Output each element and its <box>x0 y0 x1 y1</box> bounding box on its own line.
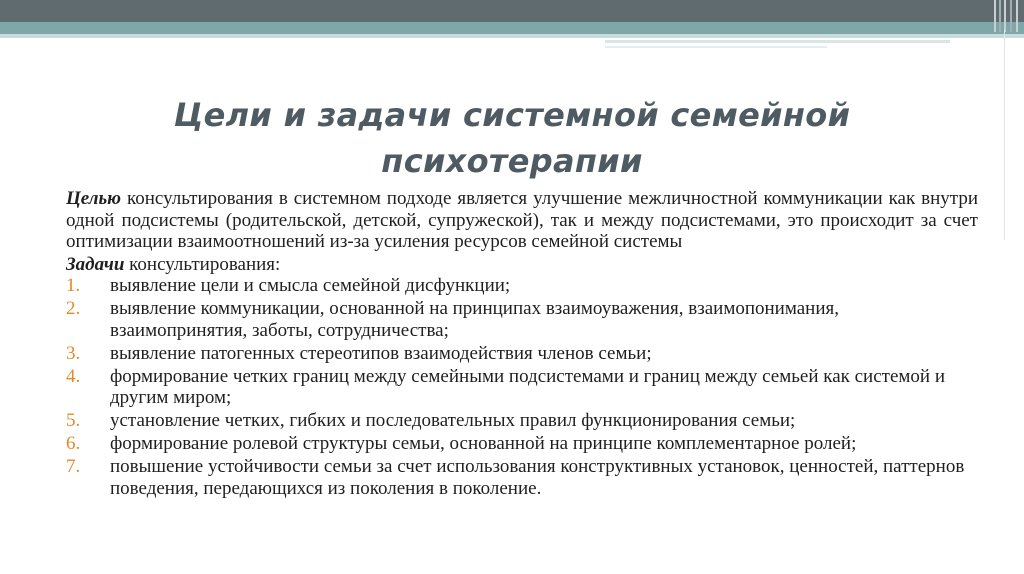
list-item <box>66 343 978 365</box>
list-number: 1. <box>66 275 81 296</box>
goal-text: консультирования в системном подходе является улучшение межличностной коммуникации как внутри одной подсистемы (родительской, детской, супружеской), так и между подсистемами, это происходит за счет оптимизации взаимоотношений из-за усиления ресурсов семейной системы <box>66 188 978 252</box>
list-item-text: выявление коммуникации, основанной на принципах взаимоуважения, взаимопонимания, взаимопринятия, заботы, сотрудничества; <box>110 298 839 341</box>
tasks-heading-text: консультирования: <box>124 253 281 275</box>
decorative-stripe <box>999 0 1001 32</box>
list-item <box>66 275 978 297</box>
list-item <box>66 456 978 499</box>
list-item <box>66 410 978 432</box>
list-number: 2. <box>66 298 81 319</box>
decorative-line <box>605 40 950 43</box>
tasks-heading <box>66 254 978 276</box>
goal-paragraph <box>66 188 978 253</box>
list-number: 6. <box>66 433 81 454</box>
slide-title: Цели и задачи системной семейной психотерапии <box>173 96 851 180</box>
list-number: 4. <box>66 365 81 387</box>
list-item <box>66 433 978 455</box>
top-light-bar <box>0 34 1024 38</box>
list-item-text: выявление патогенных стереотипов взаимодействия членов семьи; <box>110 342 652 364</box>
slide-content <box>66 188 978 501</box>
tasks-list <box>66 275 978 499</box>
list-item <box>66 298 978 341</box>
list-item-text: формирование ролевой структуры семьи, основанной на принципе комплементарное ролей; <box>110 433 857 454</box>
list-number: 3. <box>66 342 81 364</box>
decorative-stripe <box>994 0 996 32</box>
top-accent-bar <box>0 22 1024 34</box>
decorative-stripe <box>1016 0 1018 32</box>
list-item-text: повышение устойчивости семьи за счет использования конструктивных установок, ценностей, паттернов поведения, передающихся из поколения в поколение. <box>110 456 965 499</box>
top-header-bar <box>0 0 1024 22</box>
list-item-text: установление четких, гибких и последовательных правил функционирования семьи; <box>110 410 796 431</box>
decorative-stripe <box>1004 0 1006 32</box>
list-item <box>66 366 978 409</box>
goal-label: Целью <box>66 188 122 209</box>
decorative-stripe <box>1010 0 1012 32</box>
tasks-label: Задачи <box>66 253 125 275</box>
list-item-text: выявление цели и смысла семейной дисфункции; <box>110 275 511 296</box>
decorative-line <box>605 46 827 48</box>
decorative-stripe <box>1004 30 1005 240</box>
list-number: 7. <box>66 456 81 477</box>
list-number: 5. <box>66 410 81 431</box>
list-item-text: формирование четких границ между семейными подсистемами и границ между семьей как системой и другим миром; <box>110 365 946 408</box>
